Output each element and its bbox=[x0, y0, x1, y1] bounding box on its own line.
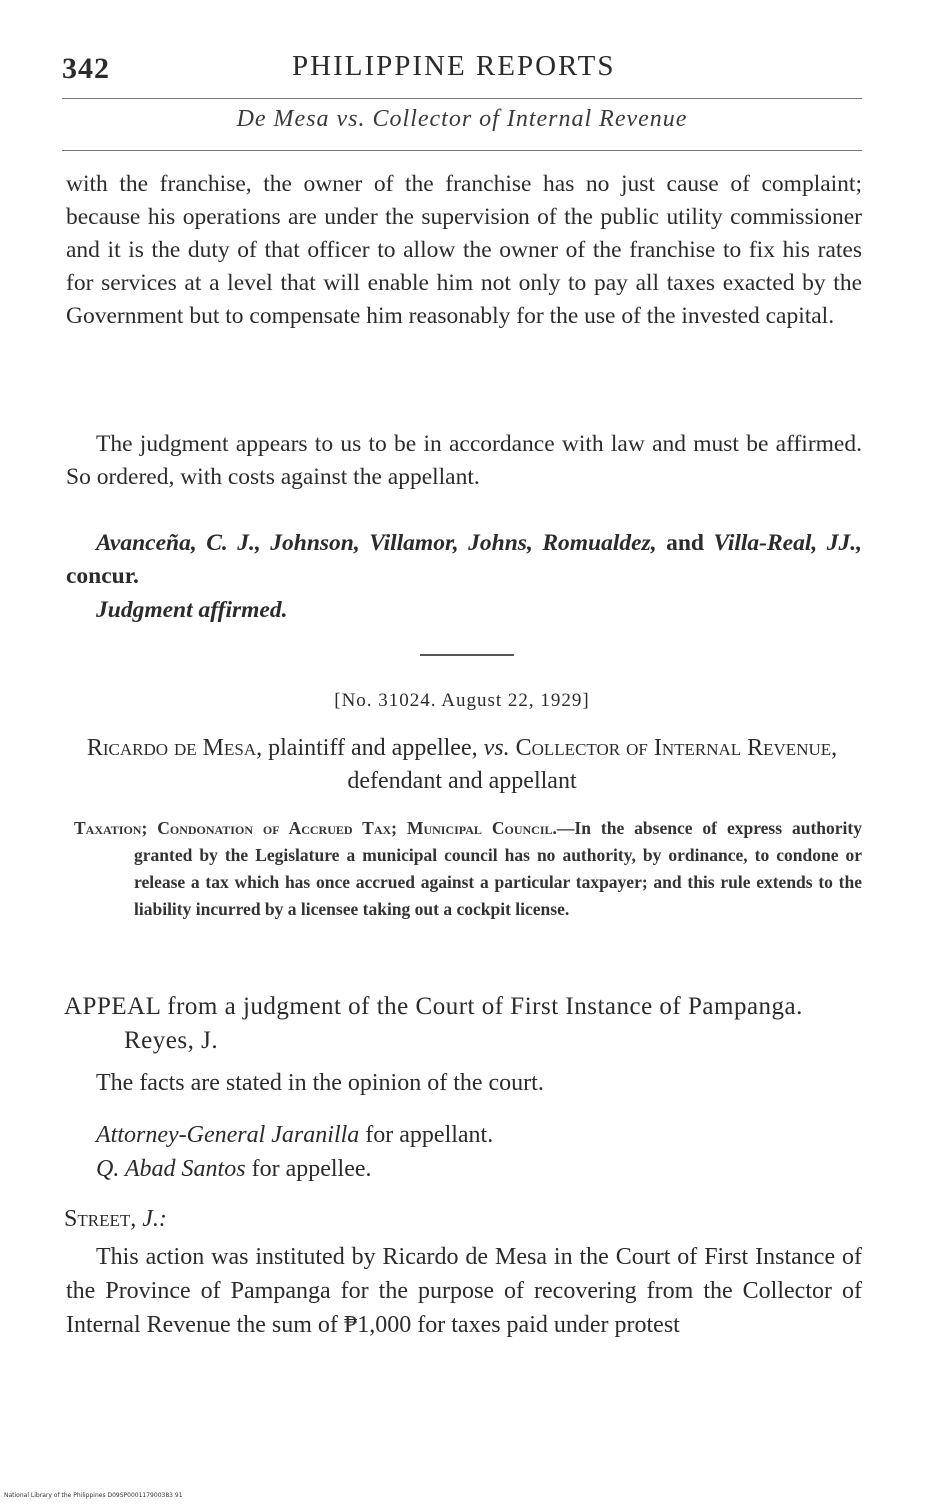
concur-and: and bbox=[666, 530, 704, 556]
appeal-statement: APPEAL from a judgment of the Court of First Instance of Pampanga. Reyes, J. bbox=[64, 993, 803, 1054]
judgment-paragraph: The judgment appears to us to be in accordance with law and must be affirmed. So ordered, with costs against the appellant. bbox=[66, 431, 862, 490]
defendant-name: Collector of Internal Revenue bbox=[515, 735, 832, 761]
case-parties bbox=[62, 732, 862, 798]
scan-footer: National Library of the Philippines D09SP000117900383 91 bbox=[4, 1492, 183, 1499]
versus: vs. bbox=[483, 735, 510, 761]
syllabus-text: —In the absence of express authority granted by the Legislature a municipal council has no authority, by ordinance, to condone or release a tax which has once accrued against a particular taxpayer; and this rule extends to the liability incurred by a licensee taking out a cockpit license. bbox=[134, 818, 862, 919]
page-header bbox=[62, 48, 862, 88]
case-running-header: De Mesa vs. Collector of Internal Revenue bbox=[236, 106, 688, 132]
concurring-justices: Avanceña, C. J., Johnson, Villamor, Johns, Romualdez, bbox=[96, 530, 657, 556]
counsel-appellant-role: for appellant. bbox=[365, 1122, 494, 1148]
defendant-role: , defendant and appellant bbox=[347, 735, 838, 794]
counsel-appellee-role: for appellee. bbox=[251, 1156, 372, 1182]
syllabus bbox=[74, 815, 862, 923]
header-rule-top bbox=[62, 98, 862, 99]
counsel-appellee bbox=[96, 1156, 372, 1183]
syllabus-topic: Taxation; Condonation of Accrued Tax; Municipal Council. bbox=[74, 818, 557, 838]
disposition: Judgment affirmed. bbox=[96, 597, 288, 623]
concurrence bbox=[66, 527, 862, 593]
docket-line: [No. 31024. August 22, 1929] bbox=[334, 690, 590, 711]
counsel-appellant bbox=[96, 1122, 493, 1149]
page-number: 342 bbox=[62, 52, 110, 85]
opinion-paragraph: This action was instituted by Ricardo de Mesa in the Court of First Instance of the Province of Pampanga for the purpose of recovering from the Collector of Internal Revenue the sum of ₱1,000 for taxes paid under protest bbox=[66, 1244, 862, 1338]
counsel-appellant-name: Attorney-General Jaranilla bbox=[96, 1122, 360, 1148]
running-title: PHILIPPINE REPORTS bbox=[292, 50, 616, 82]
judge-title: , J.: bbox=[130, 1206, 167, 1232]
facts-statement: The facts are stated in the opinion of the court. bbox=[96, 1070, 544, 1096]
plaintiff-name: Ricardo de Mesa bbox=[86, 735, 257, 761]
concurring-justices-2: Villa-Real, JJ., bbox=[713, 530, 863, 556]
concur-label: concur. bbox=[66, 563, 139, 589]
judge-name: Street bbox=[64, 1206, 131, 1232]
section-divider bbox=[420, 654, 514, 656]
header-rule-bottom bbox=[62, 150, 862, 151]
continuation-paragraph: with the franchise, the owner of the franchise has no just cause of complaint; because his operations are under the supervision of the public utility commissioner and it is the duty of that officer to allow the owner of the franchise to fix his rates for services at a level that will enable him not only to pay all taxes exacted by the Government but to compensate him reasonably for the use of the invested capital. bbox=[66, 171, 862, 329]
plaintiff-role: , plaintiff and appellee, bbox=[256, 735, 478, 761]
counsel-appellee-name: Q. Abad Santos bbox=[96, 1156, 246, 1182]
opinion-author bbox=[64, 1206, 167, 1233]
